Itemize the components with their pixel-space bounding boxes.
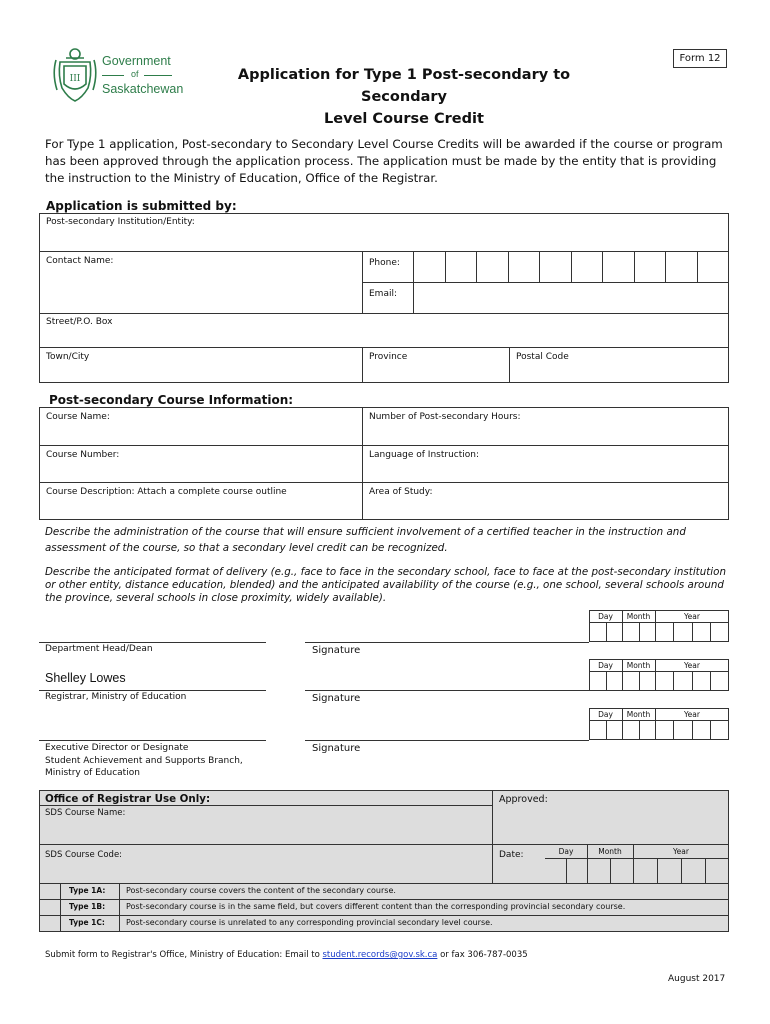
registrar-signature-line[interactable] — [39, 690, 266, 691]
course-name-field[interactable] — [39, 407, 363, 446]
form-number-badge: Form 12 — [673, 49, 727, 68]
course-description-label: Course Description: Attach a complete course outline — [46, 487, 287, 497]
registrar-use-section — [39, 790, 729, 933]
logo-line3: Saskatchewan — [102, 82, 184, 96]
registrar-name: Shelley Lowes — [45, 671, 126, 685]
phone-digit-boxes[interactable] — [413, 251, 729, 283]
month-label: Month — [626, 612, 651, 621]
dean-signature-field[interactable] — [305, 642, 589, 643]
approved-label: Approved: — [499, 794, 548, 805]
year-label: Year — [684, 612, 700, 621]
sds-course-code-label: SDS Course Code: — [45, 850, 123, 860]
type-table — [39, 883, 729, 933]
dean-label: Department Head/Dean — [45, 644, 153, 654]
day-label: Day — [598, 710, 613, 719]
year-label: Year — [684, 710, 700, 719]
hours-label: Number of Post-secondary Hours: — [369, 412, 521, 422]
signature-label-1: Signature — [312, 645, 361, 656]
signature-label-2: Signature — [312, 693, 361, 704]
submitted-by-section — [39, 213, 729, 383]
logo-line2: of — [131, 69, 139, 79]
postal-code-field[interactable] — [509, 347, 729, 383]
intro-paragraph: For Type 1 application, Post-secondary to Secondary Level Course Credits will be awarded if the course or program has been approved through the application process. The application must be made by the entity that is providing the instruction to the Ministry of Education, Office of the Registrar. — [45, 137, 723, 185]
month-label: Month — [626, 661, 651, 670]
registrar-use-heading: Office of Registrar Use Only: — [45, 793, 211, 805]
province-label: Province — [369, 352, 408, 362]
submitted-by-heading: Application is submitted by: — [46, 199, 237, 213]
town-field[interactable] — [39, 347, 363, 383]
government-logo — [52, 46, 182, 104]
describe-delivery: Describe the anticipated format of delivery (e.g., face to face in the secondary school, face to face at the post-secondary institution or other entity, distance education, blended) and the anticipated availability of the course (e.g., one school, several schools around the province, several schools in close proximity, widely available). — [45, 566, 726, 604]
type-1b-text: Post-secondary course is in the same field, but covers different content than the corresponding provincial secondary course. — [126, 902, 626, 911]
office-date-boxes[interactable] — [545, 844, 729, 884]
email-label: Email: — [369, 289, 398, 299]
footer-date: August 2017 — [668, 974, 726, 984]
street-label: Street/P.O. Box — [46, 317, 113, 327]
hours-field[interactable] — [362, 407, 729, 446]
course-number-field[interactable] — [39, 445, 363, 483]
type-1b-label: Type 1B: — [69, 902, 106, 911]
course-description-field[interactable] — [39, 482, 363, 520]
institution-field[interactable] — [39, 213, 729, 252]
type-1b-checkbox[interactable] — [39, 899, 61, 916]
describe-administration: Describe the administration of the course that will ensure sufficient involvement of a certified teacher in the instruction and assessment of the course, so that a secondary level credit can be recognized. — [45, 526, 686, 554]
date-boxes-exec[interactable] — [589, 708, 729, 740]
course-info-section — [39, 407, 729, 520]
crest-icon — [52, 46, 98, 104]
day-label: Day — [558, 847, 574, 856]
course-number-label: Course Number: — [46, 450, 120, 460]
signature-label-3: Signature — [312, 743, 361, 754]
registrar-email-link[interactable]: student.records@gov.sk.ca — [322, 950, 438, 960]
dean-signature-line[interactable] — [39, 642, 266, 643]
type-1a-label: Type 1A: — [69, 886, 106, 895]
street-field[interactable] — [39, 313, 729, 348]
email-field[interactable] — [413, 282, 729, 314]
month-label: Month — [626, 710, 651, 719]
month-label: Month — [598, 847, 622, 856]
sds-course-name-label: SDS Course Name: — [45, 808, 126, 818]
registrar-title: Registrar, Ministry of Education — [45, 692, 187, 702]
area-of-study-field[interactable] — [362, 482, 729, 520]
type-1a-text: Post-secondary course covers the content of the secondary course. — [126, 886, 396, 895]
course-name-label: Course Name: — [46, 412, 110, 422]
sds-course-code-field[interactable] — [39, 844, 493, 884]
institution-label: Post-secondary Institution/Entity: — [46, 217, 195, 227]
area-of-study-label: Area of Study: — [369, 487, 433, 497]
course-info-heading: Post-secondary Course Information: — [49, 393, 294, 407]
approved-field[interactable] — [492, 790, 729, 845]
exec-signature-line[interactable] — [39, 740, 266, 741]
type-1c-text: Post-secondary course is unrelated to any corresponding provincial secondary level course. — [126, 918, 493, 927]
office-date-label: Date: — [499, 850, 524, 860]
phone-label: Phone: — [369, 258, 400, 268]
year-label: Year — [684, 661, 700, 670]
postal-code-label: Postal Code — [516, 352, 569, 362]
title-line1: Application for Type 1 Post-secondary to Secondary — [237, 67, 571, 105]
svg-text:III: III — [69, 74, 81, 84]
date-boxes-dean[interactable] — [589, 610, 729, 642]
contact-name-label: Contact Name: — [46, 256, 114, 266]
contact-name-field[interactable] — [39, 251, 363, 314]
title-line2: Level Course Credit — [324, 111, 484, 127]
day-label: Day — [598, 661, 613, 670]
footer-submit: Submit form to Registrar's Office, Ministry of Education: Email to student.records@gov.sk.ca or fax 306-787-0035 — [45, 950, 528, 960]
type-1c-label: Type 1C: — [69, 918, 105, 927]
year-label: Year — [673, 847, 689, 856]
date-boxes-registrar[interactable] — [589, 659, 729, 691]
type-1c-checkbox[interactable] — [39, 915, 61, 932]
registrar-signature-field[interactable] — [305, 690, 589, 691]
town-label: Town/City — [46, 352, 90, 362]
logo-line1: Government — [102, 54, 171, 68]
day-label: Day — [598, 612, 613, 621]
page-title — [196, 64, 612, 130]
type-1a-checkbox[interactable] — [39, 883, 61, 900]
province-field[interactable] — [362, 347, 510, 383]
language-field[interactable] — [362, 445, 729, 483]
exec-signature-field[interactable] — [305, 740, 589, 741]
exec-title: Executive Director or Designate Student Achievement and Supports Branch, Ministry of Education — [45, 743, 243, 778]
language-label: Language of Instruction: — [369, 450, 480, 460]
